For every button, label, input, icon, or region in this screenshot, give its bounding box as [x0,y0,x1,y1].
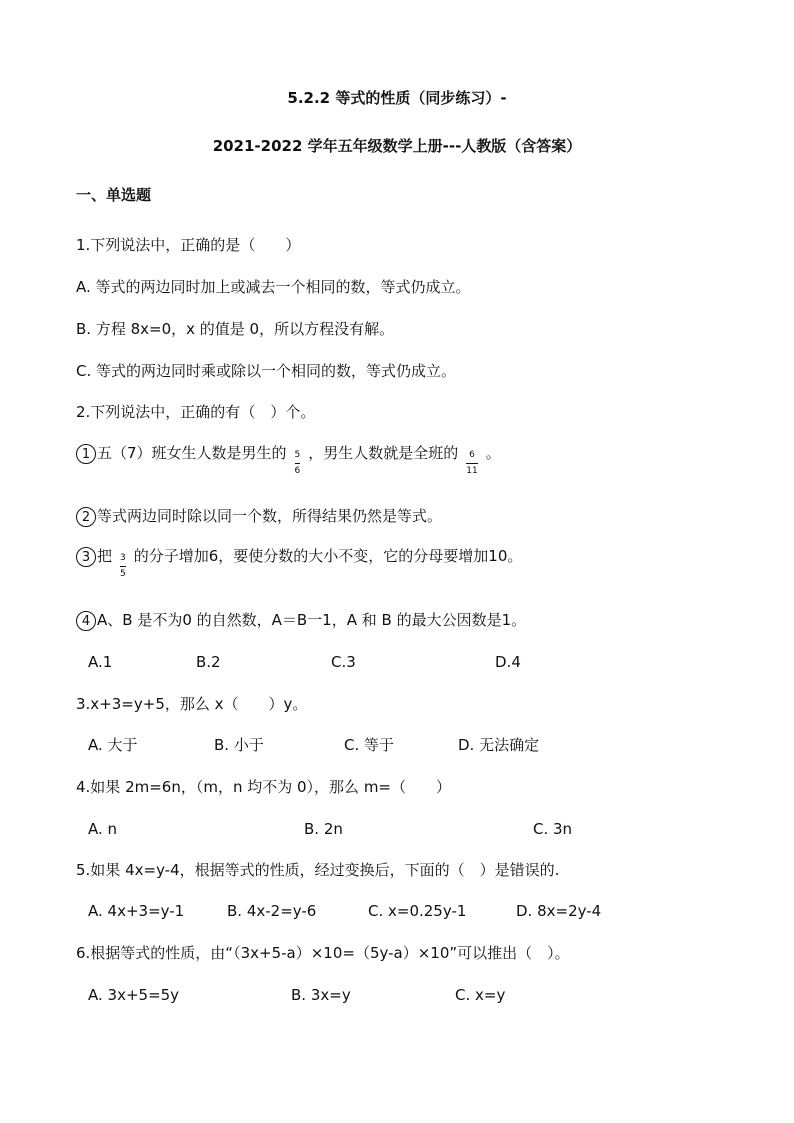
q3-option-c: C. 等于 [344,736,395,754]
statement-text: 五（7）班女生人数是男生的 [97,444,287,462]
q5-option-b: B. 4x-2=y-6 [227,902,317,920]
numerator: 6 [469,450,475,460]
statement-text: 。 [485,444,501,462]
circled-number: 1 [76,444,96,464]
q6-option-c: C. x=y [455,986,506,1004]
denominator: 6 [294,466,301,476]
q4-option-b: B. 2n [304,820,343,838]
q1-option-c: C. 等式的两边同时乘或除以一个相同的数，等式仍成立。 [76,362,457,380]
denominator: 11 [466,466,478,476]
q2-stem: 2.下列说法中，正确的有（ ）个。 [76,403,316,421]
statement-text: 等式两边同时除以同一个数，所得结果仍然是等式。 [97,507,443,525]
q2-option-a: A.1 [88,653,113,671]
q5-option-a: A. 4x+3=y-1 [88,902,185,920]
fraction [120,553,126,580]
q4-option-c: C. 3n [533,820,573,838]
q2-statement-4 [76,610,526,631]
numerator: 5 [294,450,301,460]
statement-text: 把 [97,547,113,565]
q2-statement-1 [76,440,501,476]
statement-text: 的分子增加6，要使分数的大小不变，它的分母要增加10。 [133,547,523,565]
q4-option-a: A. n [88,820,118,838]
q6-option-b: B. 3x=y [291,986,351,1004]
q1-stem: 1.下列说法中，正确的是（ ） [76,236,301,254]
circled-number: 3 [76,547,96,567]
q1-option-b: B. 方程 8x=0，x 的值是 0，所以方程没有解。 [76,320,395,338]
q2-option-b: B.2 [196,653,221,671]
q3-option-d: D. 无法确定 [458,736,540,754]
q2-option-d: D.4 [495,653,521,671]
q5-option-d: D. 8x=2y-4 [516,902,602,920]
q3-stem: 3.x+3=y+5，那么 x（ ）y。 [76,695,308,713]
q5-stem: 5.如果 4x=y-4，根据等式的性质，经过变换后，下面的（ ）是错误的. [76,861,560,879]
circled-number: 2 [76,507,96,527]
denominator: 5 [120,569,126,579]
q6-stem: 6.根据等式的性质，由“（3x+5-a）×10=（5y-a）×10”可以推出（ ）。 [76,944,570,962]
q2-option-c: C.3 [331,653,356,671]
q6-option-a: A. 3x+5=5y [88,986,180,1004]
fraction [466,450,477,477]
fraction [295,450,301,477]
q4-stem: 4.如果 2m=6n，（m，n 均不为 0），那么 m=（ ） [76,778,452,796]
q3-option-a: A. 大于 [88,736,138,754]
q2-statement-2 [76,506,442,527]
statement-text: A、B 是不为0 的自然数，A＝B一1，A 和 B 的最大公因数是1。 [97,611,527,629]
q5-option-c: C. x=0.25y-1 [368,902,467,920]
title-line-1: 5.2.2 等式的性质（同步练习）- [287,89,507,107]
q3-option-b: B. 小于 [214,736,264,754]
section-heading: 一、单选题 [76,186,152,204]
statement-text: ，男生人数就是全班的 [308,444,459,462]
q2-statement-3 [76,543,523,579]
numerator: 3 [120,553,126,563]
q1-option-a: A. 等式的两边同时加上或减去一个相同的数，等式仍成立。 [76,278,471,296]
circled-number: 4 [76,611,96,631]
title-line-2: 2021-2022 学年五年级数学上册---人教版（含答案） [212,137,582,155]
